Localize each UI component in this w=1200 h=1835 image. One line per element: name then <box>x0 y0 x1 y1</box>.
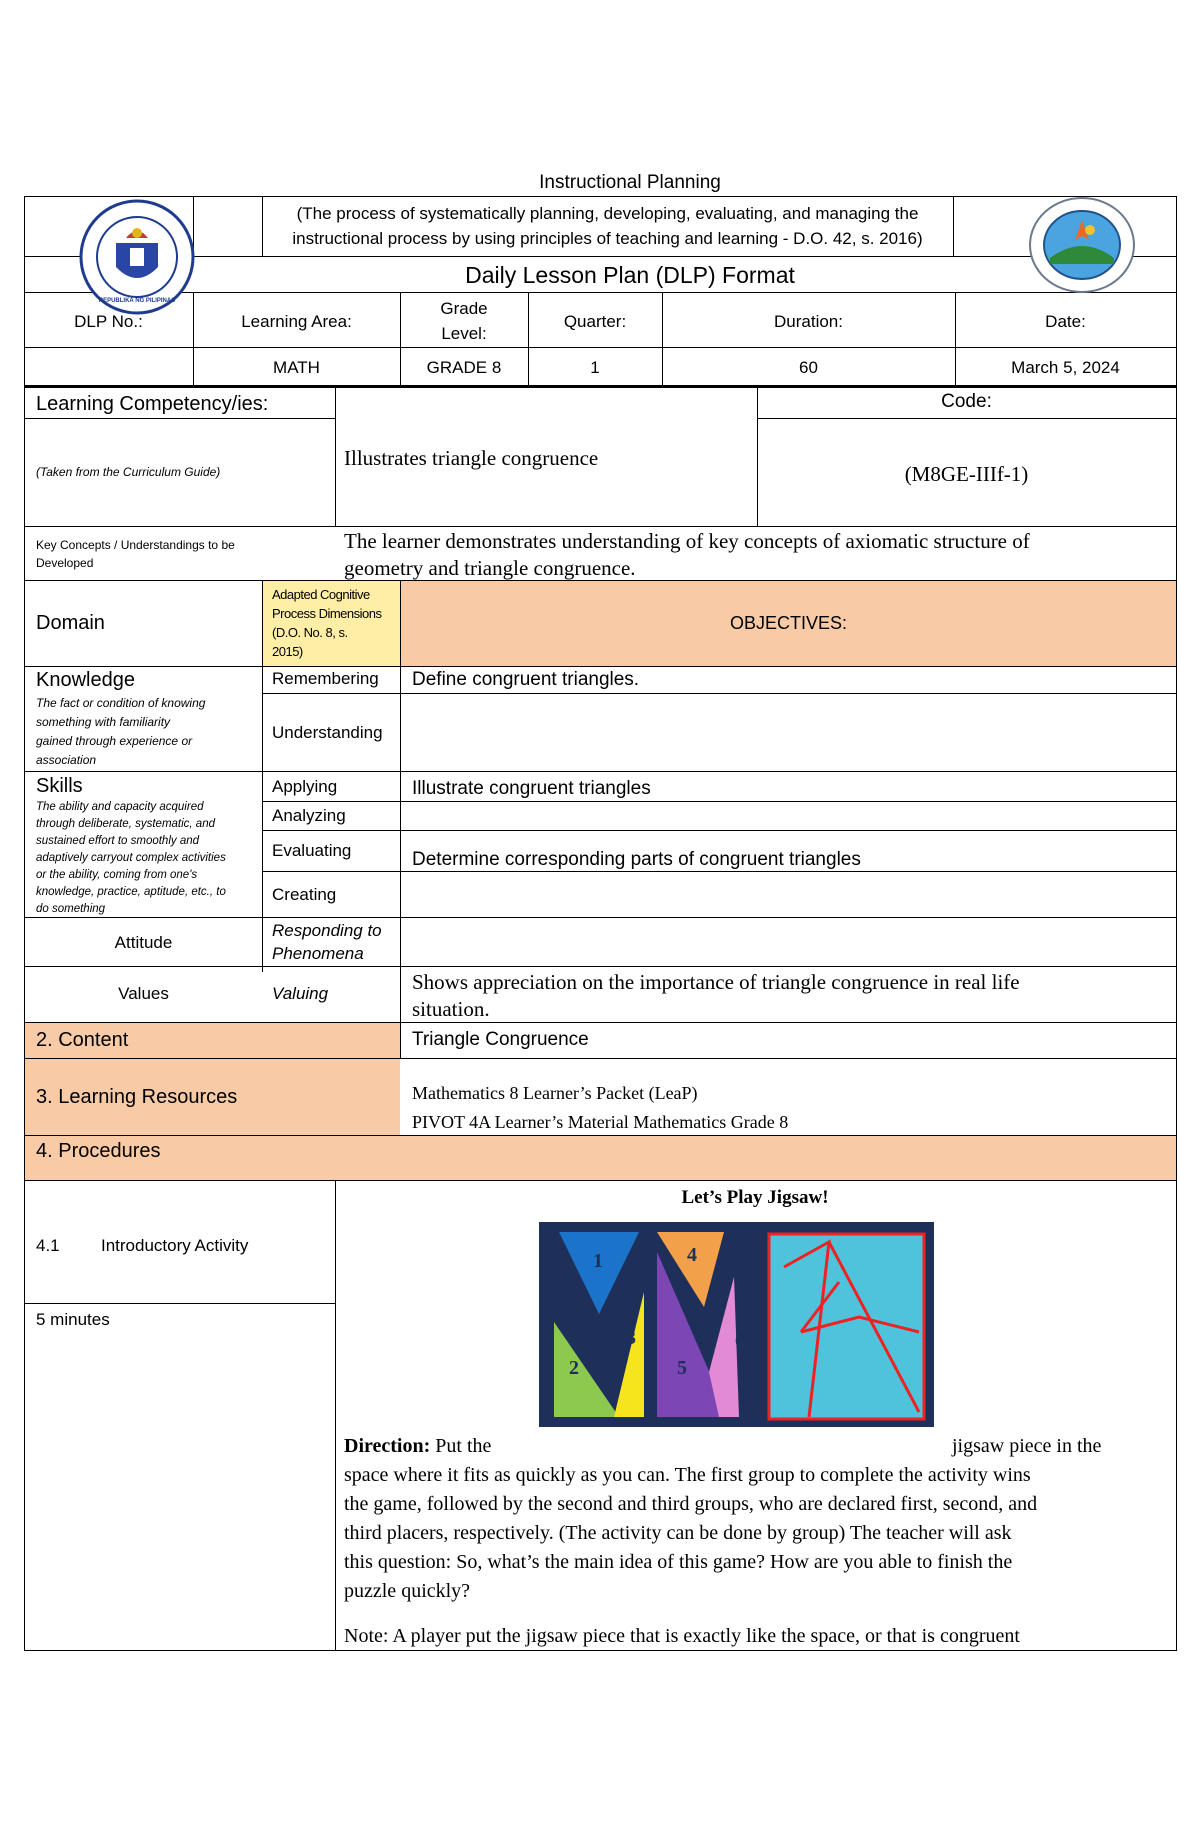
acpd-label: (D.O. No. 8, s. <box>272 625 348 640</box>
direction-text: space where it fits as quickly as you can. The first group to complete the activity wins <box>344 1464 1031 1486</box>
competency-label: Learning Competency/ies: <box>36 393 269 415</box>
puzzle-number: 1 <box>593 1250 603 1272</box>
code-label: Code: <box>941 391 992 412</box>
rule <box>263 693 1176 694</box>
acpd-label: Process Dimensions <box>272 606 382 621</box>
skills-title: Skills <box>36 775 83 797</box>
skills-desc: do something <box>36 903 106 915</box>
rule <box>335 1181 336 1651</box>
acpd-label: Adapted Cognitive <box>272 587 370 602</box>
rule <box>24 966 1176 967</box>
dimension-responding: Phenomena <box>272 944 364 963</box>
values-label: Values <box>118 984 169 1003</box>
puzzle-number: 3 <box>626 1327 636 1349</box>
grade-level-value: GRADE 8 <box>426 358 502 377</box>
rule <box>24 196 25 1651</box>
learning-area-value: MATH <box>273 358 320 377</box>
activity-title: Let’s Play Jigsaw! <box>681 1187 829 1208</box>
header-description: instructional process by using principles of teaching and learning - D.O. 42, s. 2016) <box>292 229 923 248</box>
rule <box>24 347 1176 348</box>
direction-text: the game, followed by the second and third groups, who are declared first, second, and <box>344 1493 1038 1515</box>
rule <box>24 1303 335 1304</box>
key-concepts-label: Key Concepts / Understandings to be <box>36 538 235 552</box>
dimension-evaluating: Evaluating <box>272 841 352 860</box>
seal-bottom-text: REPUBLIKA NG PILIPINAS <box>98 298 176 304</box>
intro-number: 4.1 <box>36 1236 60 1255</box>
objective-valuing: situation. <box>412 997 490 1021</box>
skills-desc: knowledge, practice, aptitude, etc., to <box>36 886 226 898</box>
rule <box>24 1180 1176 1181</box>
knowledge-desc: gained through experience or <box>36 734 193 748</box>
puzzle-number: 5 <box>677 1357 687 1379</box>
rule <box>24 526 1176 527</box>
dimension-responding: Responding to <box>272 921 382 940</box>
puzzle-number: 4 <box>687 1244 697 1266</box>
rule <box>24 386 1176 388</box>
quarter-value: 1 <box>590 358 600 377</box>
date-label: Date: <box>1045 312 1086 331</box>
jigsaw-puzzle-image <box>539 1222 934 1427</box>
key-concepts-label: Developed <box>36 556 94 570</box>
direction-text: jigsaw piece in the <box>952 1435 1102 1457</box>
knowledge-desc: The fact or condition of knowing <box>36 696 206 710</box>
quarter-label: Quarter: <box>563 312 627 331</box>
rule <box>24 1650 1176 1651</box>
skills-desc: sustained effort to smoothly and <box>36 835 200 847</box>
duration-value: 60 <box>799 358 818 377</box>
rule <box>400 580 401 1058</box>
rule <box>24 771 1176 772</box>
resource-item: Mathematics 8 Learner’s Packet (LeaP) <box>412 1083 698 1103</box>
skills-desc: The ability and capacity acquired <box>36 801 204 813</box>
objectives-header: OBJECTIVES: <box>729 613 848 633</box>
activity-time: 5 minutes <box>36 1310 110 1329</box>
dimension-applying: Applying <box>272 777 338 796</box>
key-concepts-text: The learner demonstrates understanding of key concepts of axiomatic structure of <box>344 529 1030 553</box>
header-description: (The process of systematically planning, developing, evaluating, and managing the <box>296 204 919 223</box>
skills-desc: through deliberate, systematic, and <box>36 818 215 830</box>
rule <box>953 196 954 256</box>
direction-text: third placers, respectively. (The activity can be done by group) The teacher will ask <box>344 1522 1012 1544</box>
rule <box>757 418 1176 419</box>
knowledge-desc: something with familiarity <box>36 715 171 729</box>
dlp-no-label: DLP No.: <box>74 312 143 331</box>
puzzle-number: 6 <box>735 1330 745 1352</box>
skills-desc: or the ability, coming from one's <box>36 869 198 881</box>
procedures-label-cell <box>25 1136 1176 1180</box>
duration-label: Duration: <box>774 312 843 331</box>
date-value: March 5, 2024 <box>1011 358 1120 377</box>
key-concepts-text: geometry and triangle congruence. <box>344 556 636 580</box>
skills-desc: adaptively carryout complex activities <box>36 852 226 864</box>
domain-label: Domain <box>36 612 105 634</box>
rule <box>263 830 1176 831</box>
dimension-understanding: Understanding <box>272 723 383 742</box>
attitude-label: Attitude <box>114 933 173 952</box>
format-title: Daily Lesson Plan (DLP) Format <box>465 262 795 288</box>
resources-label: 3. Learning Resources <box>36 1086 238 1108</box>
competency-sublabel: (Taken from the Curriculum Guide) <box>36 465 221 479</box>
rule <box>24 666 1176 667</box>
grade-level-label: Grade <box>440 299 488 318</box>
objective-valuing: Shows appreciation on the importance of triangle congruence in real life <box>412 970 1020 994</box>
rule <box>262 580 263 972</box>
dimension-valuing: Valuing <box>272 984 329 1003</box>
rule <box>24 196 1029 197</box>
grade-level-label: Level: <box>441 324 487 343</box>
intro-label: Introductory Activity <box>101 1236 249 1255</box>
competency-text: Illustrates triangle congruence <box>344 446 599 470</box>
note-text: Note: A player put the jigsaw piece that is exactly like the space, or that is congruent <box>344 1625 1020 1647</box>
objective-remembering: Define congruent triangles. <box>412 669 640 690</box>
direction-label: Direction: <box>344 1435 431 1457</box>
dimension-analyzing: Analyzing <box>272 806 346 825</box>
direction-text: this question: So, what’s the main idea of this game? How are you able to finish the <box>344 1551 1013 1573</box>
dimension-remembering: Remembering <box>272 669 379 688</box>
page-title: Instructional Planning <box>539 172 721 193</box>
direction-part: Put the <box>430 1435 492 1457</box>
rule <box>24 418 335 419</box>
dimension-creating: Creating <box>272 885 337 904</box>
knowledge-title: Knowledge <box>36 669 135 691</box>
competency-code: (M8GE-IIIf-1) <box>904 462 1029 486</box>
objective-applying: Illustrate congruent triangles <box>412 778 651 799</box>
content-value: Triangle Congruence <box>412 1029 589 1050</box>
rule <box>24 292 1176 293</box>
direction-text: puzzle quickly? <box>344 1580 471 1602</box>
rule <box>335 386 336 526</box>
knowledge-desc: association <box>36 753 97 767</box>
learning-area-label: Learning Area: <box>241 312 352 331</box>
procedures-label: 4. Procedures <box>36 1140 161 1162</box>
puzzle-number: 2 <box>569 1357 579 1379</box>
rule <box>263 871 1176 872</box>
resource-item: PIVOT 4A Learner’s Material Mathematics Grade 8 <box>412 1112 789 1132</box>
objective-evaluating: Determine corresponding parts of congruent triangles <box>412 849 861 870</box>
content-label: 2. Content <box>36 1029 129 1051</box>
rule <box>24 256 1176 257</box>
rule <box>1176 196 1177 1651</box>
acpd-label: 2015) <box>272 644 303 659</box>
rule <box>24 917 1176 918</box>
rule <box>263 801 1176 802</box>
direction-text <box>344 1435 491 1458</box>
